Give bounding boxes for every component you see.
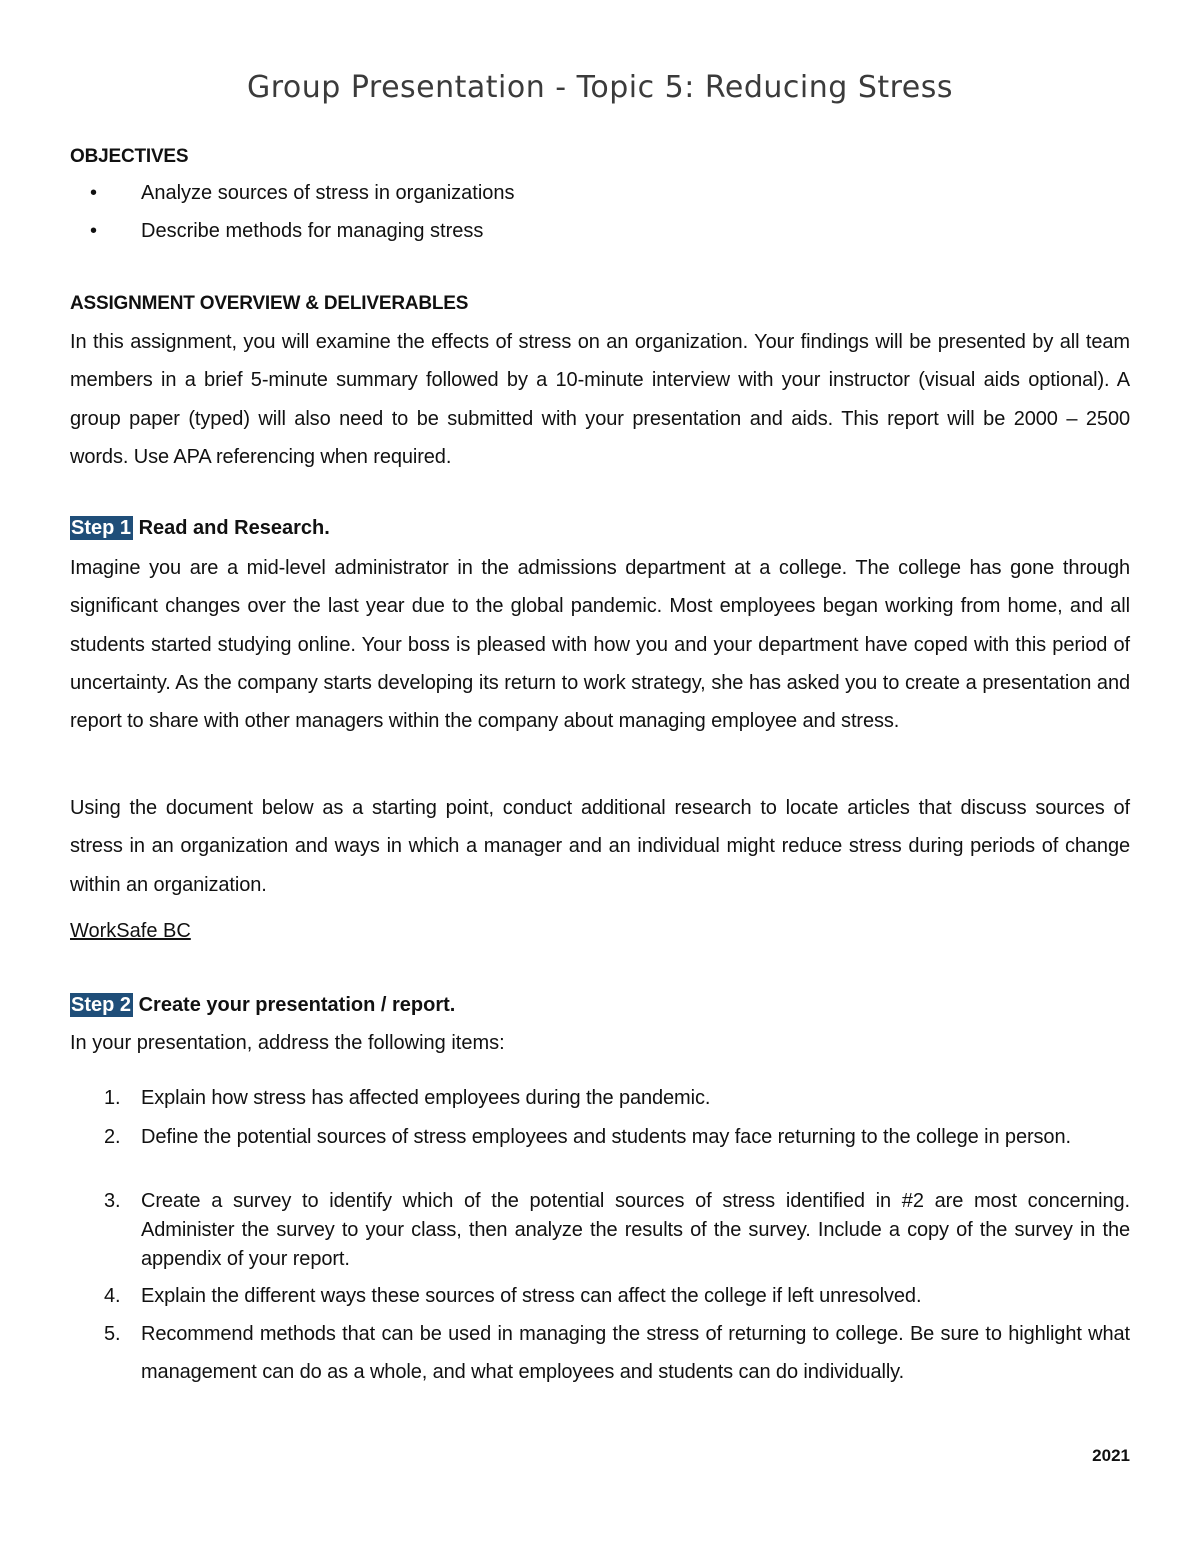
objectives-heading: OBJECTIVES (70, 146, 189, 167)
item-text: Create a survey to identify which of the potential sources of stress identified in #2 are most concerning. Administer the survey to your class, then analyze the results of the survey. Include a copy of the survey in the appendix of your report. (141, 1190, 1130, 1270)
item-text: Define the potential sources of stress employees and students may face returning to the college in person. (141, 1126, 1071, 1148)
step1-title: Read and Research. (133, 517, 330, 539)
step1-paragraph-2: Using the document below as a starting point, conduct additional research to locate articles that discuss sources of stress in an organization and ways in which a manager and an individual might reduce stress during periods of change within an organization. (70, 797, 1130, 896)
document-page (70, 0, 1130, 1553)
overview-heading: ASSIGNMENT OVERVIEW & DELIVERABLES (70, 293, 469, 314)
step2-item (70, 1187, 1130, 1274)
step1-header (70, 517, 330, 540)
step2-badge: Step 2 (71, 994, 132, 1016)
step2-item (70, 1119, 1130, 1156)
item-number: 5. (104, 1323, 121, 1345)
item-number: 4. (104, 1285, 121, 1307)
bullet-icon: • (90, 220, 98, 242)
page-title: Group Presentation - Topic 5: Reducing Stress (246, 70, 954, 105)
item-text: Explain how stress has affected employees during the pandemic. (141, 1087, 711, 1109)
step2-header (70, 994, 455, 1017)
objective-item (70, 220, 1130, 258)
bullet-icon: • (90, 182, 98, 204)
step2-title: Create your presentation / report. (133, 994, 456, 1016)
footer-year: 2021 (1092, 1446, 1130, 1465)
step2-item (70, 1315, 1130, 1391)
objective-text: Analyze sources of stress in organizations (141, 182, 515, 204)
item-text: Recommend methods that can be used in managing the stress of returning to college. Be sure to highlight what management can do as a whole, and what employees and students can do individually. (141, 1323, 1130, 1383)
overview-paragraph: In this assignment, you will examine the effects of stress on an organization. Your findings will be presented by all team members in a brief 5-minute summary followed by a 10-minute interview with your instructor (visual aids optional). A group paper (typed) will also need to be submitted with your presentation and aids. This report will be 2000 – 2500 words. Use APA referencing when required. (70, 331, 1130, 468)
step2-item (70, 1277, 1130, 1315)
item-number: 3. (104, 1190, 121, 1212)
step2-item (70, 1079, 1130, 1117)
objective-text: Describe methods for managing stress (141, 220, 484, 242)
worksafe-link[interactable] (70, 920, 191, 943)
step1-badge: Step 1 (71, 517, 132, 539)
item-number: 1. (104, 1087, 121, 1109)
worksafe-link-text[interactable]: WorkSafe BC (70, 920, 191, 942)
step2-intro: In your presentation, address the following items: (70, 1032, 505, 1054)
objective-item (70, 182, 1130, 220)
objectives-list (70, 182, 1130, 258)
item-text: Explain the different ways these sources of stress can affect the college if left unresolved. (141, 1285, 922, 1307)
item-number: 2. (104, 1126, 121, 1148)
step1-paragraph-1: Imagine you are a mid-level administrator in the admissions department at a college. The college has gone through significant changes over the last year due to the global pandemic. Most employees began working from home, and all students started studying online. Your boss is pleased with how you and your department have coped with this period of uncertainty. As the company starts developing its return to work strategy, she has asked you to create a presentation and report to share with other managers within the company about managing employee and stress. (70, 557, 1130, 733)
